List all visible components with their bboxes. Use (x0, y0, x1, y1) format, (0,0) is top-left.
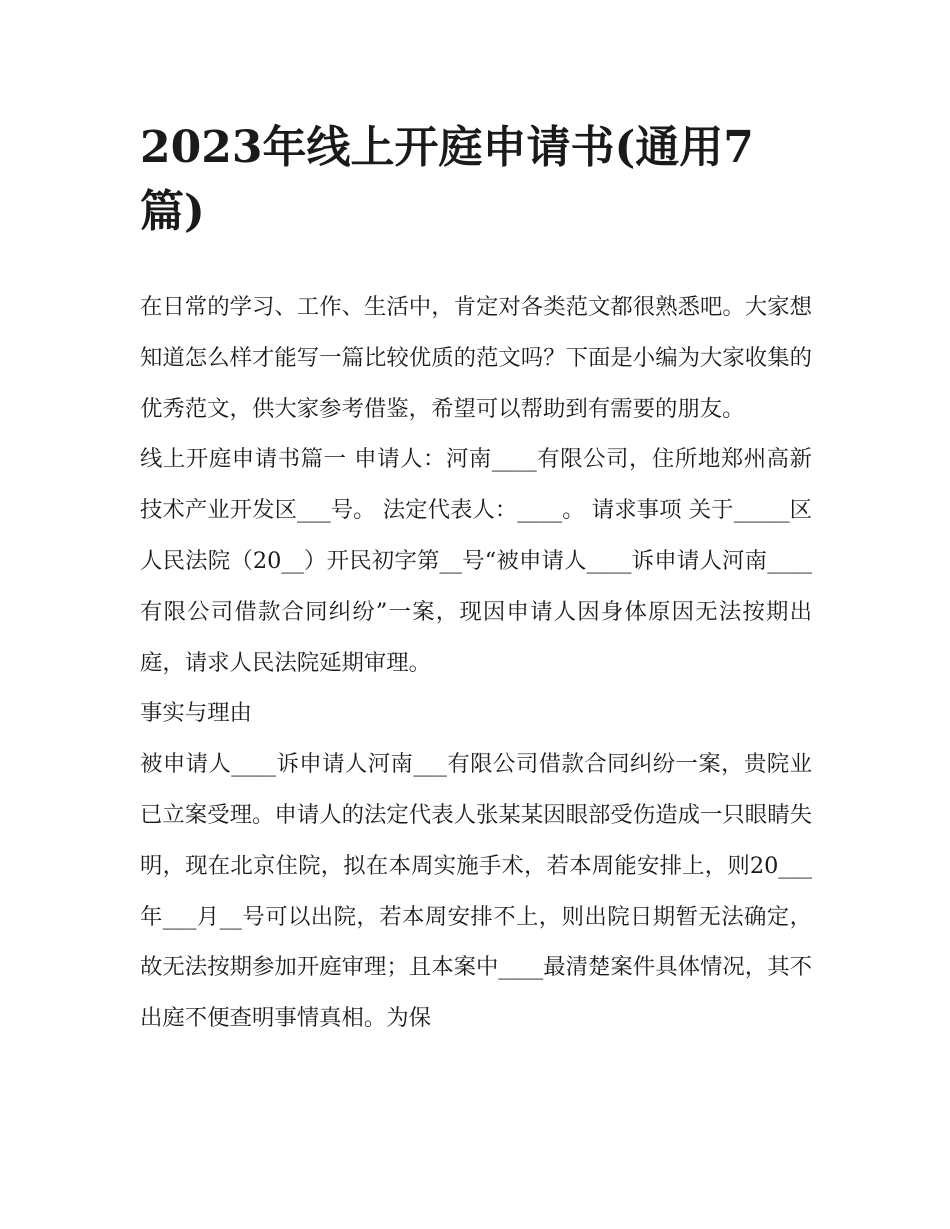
intro-paragraph: 在日常的学习、工作、生活中，肯定对各类范文都很熟悉吧。大家想知道怎么样才能写一篇比较优质的范文吗？下面是小编为大家收集的优秀范文，供大家参考借鉴，希望可以帮助到有需要的朋友。 (140, 294, 812, 422)
facts-paragraph: 被申请人____诉申请人河南___有限公司借款合同纠纷一案，贵院业已立案受理。申请人的法定代表人张某某因眼部受伤造成一只眼睛失明，现在北京住院，拟在本周实施手术，若本周能安排上，则20___年___月__号可以出院，若本周安排不上，则出院日期暂无法确定，故无法按期参加开庭审理；且本案中____最清楚案件具体情况，其不出庭不便查明事情真相。为保 (140, 751, 812, 1032)
document-title: 2023年线上开庭申请书(通用7篇) (140, 122, 754, 237)
application-paragraph: 线上开庭申请书篇一 申请人：河南____有限公司，住所地郑州高新技术产业开发区___号。 法定代表人：____。 请求事项 关于_____区人民法院（20__）开民初字第__号“被申请人____诉申请人河南____有限公司借款合同纠纷”一案，现因申请人因身体原因无法按期出庭，请求人民法院延期审理。 (140, 446, 812, 676)
facts-heading: 事实与理由 (140, 700, 252, 727)
document-body (140, 282, 812, 1044)
